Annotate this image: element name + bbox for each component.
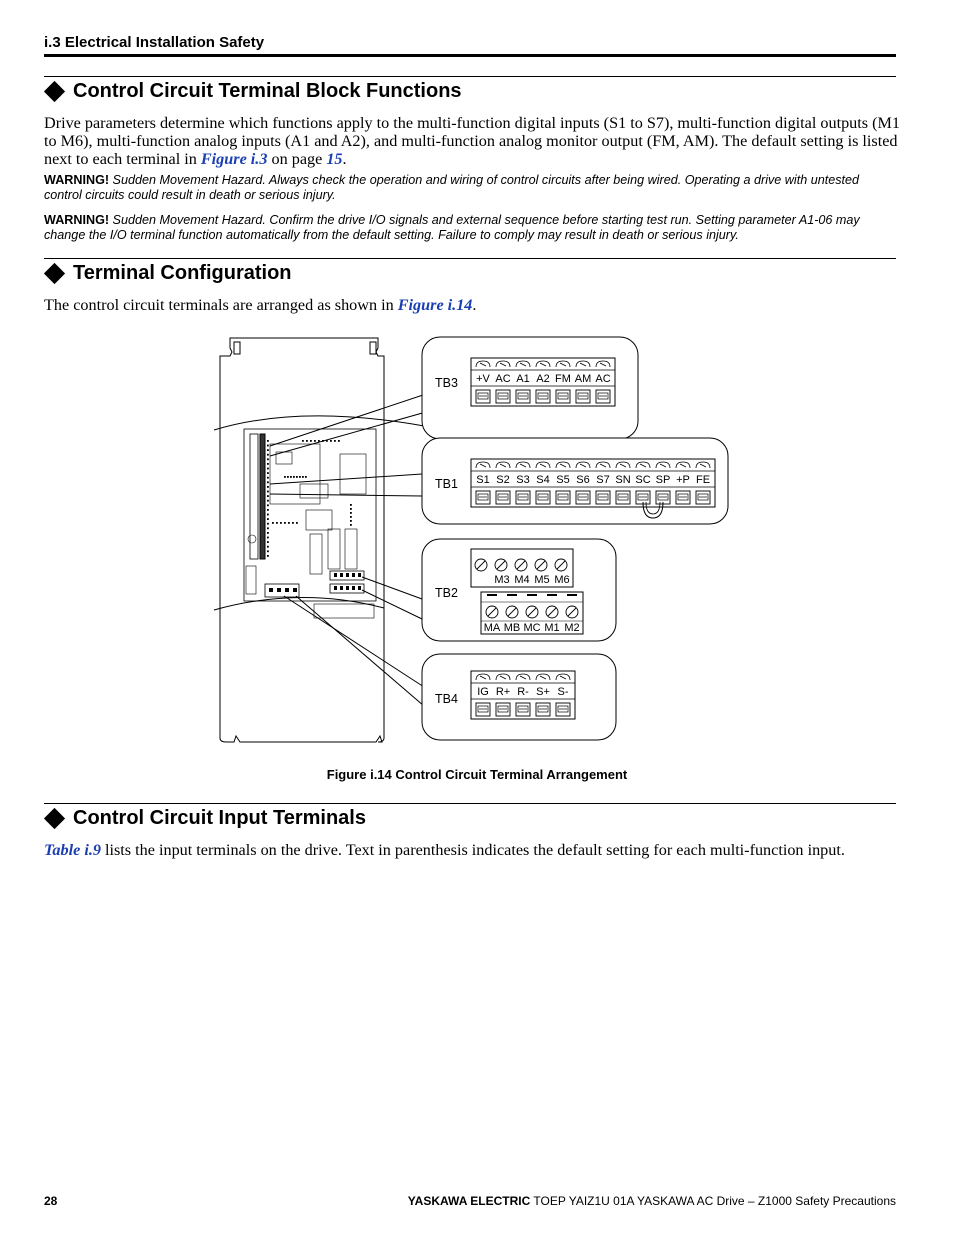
component-dot (350, 524, 352, 526)
terminal-label: SC (635, 474, 651, 486)
section-rule (44, 76, 896, 77)
component-dot (267, 445, 269, 447)
component-dot (287, 476, 289, 478)
component-dot (350, 512, 352, 514)
component-dot (350, 508, 352, 510)
diamond-bullet-icon (44, 263, 65, 284)
component-dot (284, 476, 286, 478)
screw-icon (546, 606, 558, 618)
component-dot (267, 440, 269, 442)
section-title: Control Circuit Terminal Block Functions (73, 80, 462, 102)
terminal-label: S6 (576, 474, 590, 486)
terminal-socket-icon (616, 491, 630, 504)
pin-icon (334, 573, 337, 577)
component-dot (267, 486, 269, 488)
diamond-bullet-icon (44, 808, 65, 829)
pin-icon (352, 586, 355, 590)
tb3-terminal-block (471, 358, 615, 406)
terminal-label: +V (476, 373, 490, 385)
terminal-label: MC (523, 622, 541, 634)
drive-body (214, 338, 424, 742)
pin-icon (285, 588, 289, 592)
terminal-socket-icon (556, 703, 570, 716)
component-dot (267, 449, 269, 451)
component-dot (267, 509, 269, 511)
pin-icon (358, 573, 361, 577)
pin-icon (346, 586, 349, 590)
pin-icon (334, 586, 337, 590)
pin-icon (340, 573, 343, 577)
tb2-terminal-block (471, 549, 583, 634)
terminal-label: MB (503, 622, 521, 634)
component-dot (267, 504, 269, 506)
section-heading (44, 807, 366, 830)
terminal-label: AM (574, 373, 592, 385)
figure-link[interactable]: Figure i.14 (397, 296, 473, 314)
paragraph-text: . (342, 150, 347, 168)
terminal-socket-icon (516, 703, 530, 716)
pin-icon (269, 588, 273, 592)
component-dot (305, 476, 307, 478)
screw-icon (526, 606, 538, 618)
terminal-label: AC (495, 373, 511, 385)
terminal-label: SN (615, 474, 631, 486)
terminal-label: FE (695, 474, 711, 486)
component-dot (267, 481, 269, 483)
warning-text: Sudden Movement Hazard. Confirm the drive I/O signals and external sequence before starting test run. Setting parameter A1-06 may change the I/O terminal function automatically from the default setting. Failure to comply may result in death or serious injury. (44, 213, 860, 242)
warning-label: WARNING! (44, 213, 110, 227)
footer-brand: YASKAWA ELECTRIC (407, 1194, 531, 1208)
terminal-label: M2 (564, 622, 580, 634)
header-rule (44, 54, 896, 57)
screw-icon (495, 559, 507, 571)
terminal-label: SP (655, 474, 671, 486)
component-dot (267, 454, 269, 456)
pin-icon (340, 586, 343, 590)
component-dot (267, 541, 269, 543)
component-dot (267, 546, 269, 548)
warning-block (44, 213, 900, 243)
component-dot (306, 440, 308, 442)
terminal-socket-icon (536, 390, 550, 403)
body-paragraph (44, 296, 900, 314)
terminal-label: S4 (536, 474, 550, 486)
terminal-socket-icon (516, 390, 530, 403)
tb4-terminal-block (471, 671, 575, 719)
pin-icon (358, 586, 361, 590)
component-dot (267, 463, 269, 465)
paragraph-text: . (472, 296, 477, 314)
pin-icon (293, 588, 297, 592)
component-dot (338, 440, 340, 442)
terminal-socket-icon (676, 491, 690, 504)
component-dot (310, 440, 312, 442)
component-dot (299, 476, 301, 478)
terminal-label: M4 (514, 574, 530, 586)
warning-block (44, 173, 900, 203)
terminal-label: S1 (476, 474, 490, 486)
component-dot (267, 500, 269, 502)
component-dot (267, 495, 269, 497)
tab-icon (567, 594, 577, 596)
terminal-label: R+ (495, 686, 511, 698)
terminal-label: S3 (516, 474, 530, 486)
tab-icon (527, 594, 537, 596)
section-title: Terminal Configuration (73, 262, 292, 284)
terminal-socket-icon (536, 703, 550, 716)
component-dot (267, 514, 269, 516)
terminal-socket-icon (476, 390, 490, 403)
component-dot (276, 522, 278, 524)
screw-icon (566, 606, 578, 618)
component-dot (267, 532, 269, 534)
terminal-socket-icon (476, 491, 490, 504)
section-rule (44, 258, 896, 259)
component-dot (267, 472, 269, 474)
terminal-socket-icon (556, 491, 570, 504)
screw-icon (555, 559, 567, 571)
terminal-label: S2 (496, 474, 510, 486)
component-dot (267, 550, 269, 552)
component-dot (350, 516, 352, 518)
screw-icon (515, 559, 527, 571)
component-dot (267, 458, 269, 460)
component-dot (293, 476, 295, 478)
terminal-socket-icon (596, 390, 610, 403)
component-dot (284, 522, 286, 524)
paragraph-text: lists the input terminals on the drive. Text in parenthesis indicates the default setting for each multi-function input. (100, 841, 845, 859)
terminal-socket-icon (496, 491, 510, 504)
terminal-label: MA (483, 622, 501, 634)
table-link[interactable]: Table i.9 (44, 841, 101, 859)
component-dot (288, 522, 290, 524)
component-dot (334, 440, 336, 442)
terminal-label: R- (517, 686, 529, 698)
component-dot (350, 504, 352, 506)
tab-icon (487, 594, 497, 596)
terminal-label: AC (595, 373, 611, 385)
body-paragraph (44, 841, 900, 859)
body-paragraph (44, 114, 900, 168)
warning-text: Sudden Movement Hazard. Always check the operation and wiring of control circuits after being wired. Operating a drive with untested control circuits could result in death or serious injury. (44, 173, 860, 202)
running-header: i.3 Electrical Installation Safety (44, 34, 265, 51)
component-dot (267, 537, 269, 539)
component-dot (267, 491, 269, 493)
component-dot (280, 522, 282, 524)
leader-lines (270, 394, 426, 706)
warning-label: WARNING! (44, 173, 110, 187)
terminal-socket-icon (696, 491, 710, 504)
terminal-label: A1 (516, 373, 530, 385)
terminal-socket-icon (496, 390, 510, 403)
screw-icon (506, 606, 518, 618)
terminal-socket-icon (596, 491, 610, 504)
component-dot (267, 518, 269, 520)
component-dot (267, 477, 269, 479)
terminal-socket-icon (476, 703, 490, 716)
paragraph-text: on page (267, 150, 327, 168)
component-dot (302, 440, 304, 442)
terminal-socket-icon (576, 390, 590, 403)
terminal-label: S7 (596, 474, 610, 486)
screw-icon (535, 559, 547, 571)
terminal-label: FM (555, 373, 571, 385)
component-dot (267, 527, 269, 529)
section-rule (44, 803, 896, 804)
figure-drawing (210, 334, 735, 746)
page-link[interactable]: 15 (326, 150, 343, 168)
terminal-label: S+ (536, 686, 550, 698)
terminal-label: M5 (534, 574, 550, 586)
terminal-arrangement-figure (210, 334, 735, 746)
component-dot (302, 476, 304, 478)
component-dot (350, 520, 352, 522)
terminal-label: +P (676, 474, 690, 486)
tb1-label: TB1 (435, 477, 458, 491)
tab-icon (547, 594, 557, 596)
section-heading (44, 262, 292, 285)
figure-link[interactable]: Figure i.3 (200, 150, 268, 168)
component-dot (296, 476, 298, 478)
section-title: Control Circuit Input Terminals (73, 807, 366, 829)
component-dot (267, 468, 269, 470)
screw-icon (486, 606, 498, 618)
terminal-label: M1 (544, 622, 560, 634)
component-dot (292, 522, 294, 524)
terminal-label: IG (477, 686, 489, 698)
footer-doc: TOEP YAIZ1U 01A YASKAWA AC Drive – Z1000 Safety Precautions (530, 1194, 896, 1208)
pin-icon (352, 573, 355, 577)
footer-text (408, 1194, 896, 1208)
terminal-socket-icon (516, 491, 530, 504)
terminal-socket-icon (576, 491, 590, 504)
terminal-label: M3 (494, 574, 510, 586)
page-number: 28 (44, 1194, 58, 1208)
paragraph-text: The control circuit terminals are arranged as shown in (44, 296, 398, 314)
terminal-socket-icon (496, 703, 510, 716)
component-dot (267, 555, 269, 557)
component-dot (267, 523, 269, 525)
section-heading (44, 80, 462, 103)
pin-icon (346, 573, 349, 577)
figure-caption: Figure i.14 Control Circuit Terminal Arrangement (326, 767, 628, 782)
tab-icon (507, 594, 517, 596)
terminal-label: S5 (556, 474, 570, 486)
component-dot (272, 522, 274, 524)
paragraph-text: Drive parameters determine which functions apply to the multi-function digital inputs (S1 to S7), multi-function digital outputs (M1 to M6), multi-function analog inputs (A1 and A2), and multi-function analog monitor output (FM, AM). The default setting is listed next to each terminal in (44, 114, 900, 168)
component-dot (330, 440, 332, 442)
component-dot (296, 522, 298, 524)
pin-icon (277, 588, 281, 592)
terminal-label: A2 (536, 373, 550, 385)
component-dot (290, 476, 292, 478)
tb3-label: TB3 (435, 376, 458, 390)
terminal-label: S- (557, 686, 569, 698)
terminal-socket-icon (536, 491, 550, 504)
diamond-bullet-icon (44, 81, 65, 102)
terminal-socket-icon (556, 390, 570, 403)
tb2-label: TB2 (435, 586, 458, 600)
component-dot (314, 440, 316, 442)
screw-icon (475, 559, 487, 571)
terminal-label: M6 (554, 574, 570, 586)
tb4-label: TB4 (435, 692, 458, 706)
